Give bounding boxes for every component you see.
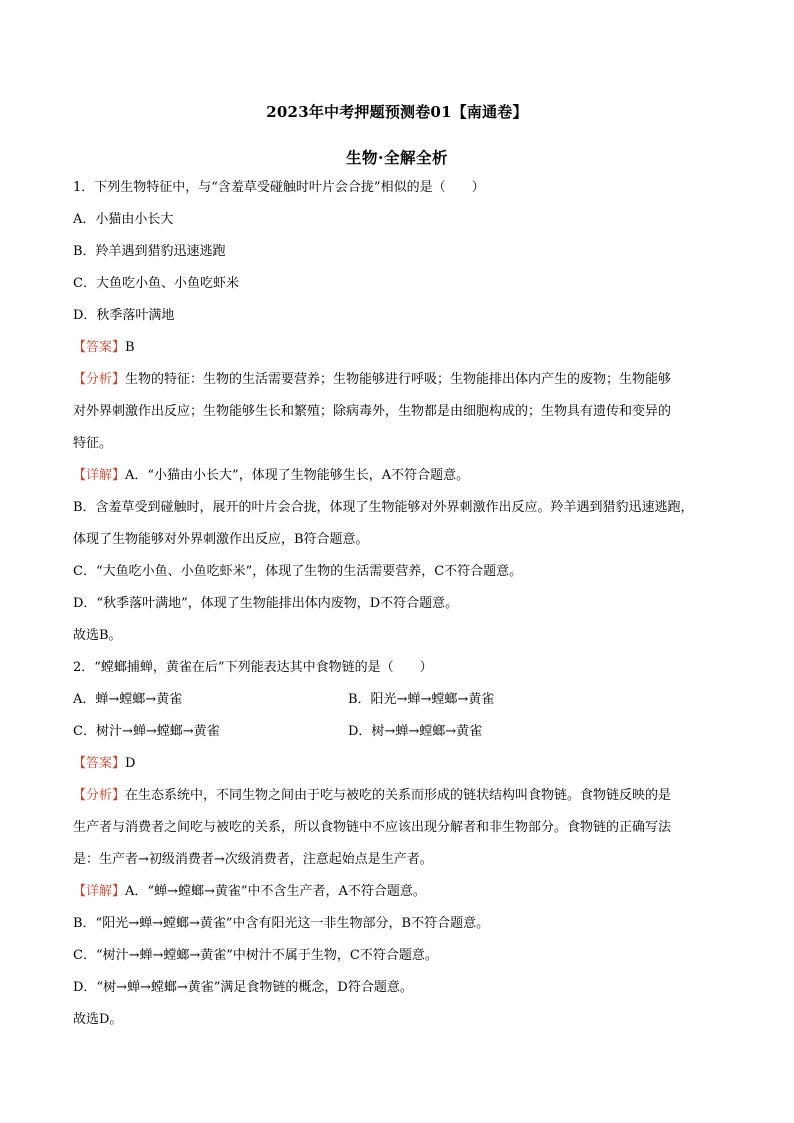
question-2-options-row-2 bbox=[73, 716, 723, 748]
question-1-answer bbox=[73, 332, 723, 364]
analysis-tag: 【分析】 bbox=[73, 372, 126, 387]
page-subtitle: 生物·全解全析 bbox=[346, 148, 448, 167]
question-1-stem: 1．下列生物特征中，与“含羞草受碰触时叶片会合拢”相似的是（ ） bbox=[73, 180, 485, 195]
question-1-option-c: C．大鱼吃小鱼、小鱼吃虾米 bbox=[73, 276, 239, 291]
detail-tag: 【详解】 bbox=[73, 884, 126, 899]
question-2-options-row-1 bbox=[73, 684, 723, 716]
question-1-detail-line-4: C．“大鱼吃小鱼、小鱼吃虾米”，体现了生物的生活需要营养，C不符合题意。 bbox=[73, 564, 523, 579]
question-1-analysis-line-1 bbox=[73, 364, 723, 396]
question-2-detail-line-2: B．“阳光→蝉→螳螂→黄雀”中含有阳光这一非生物部分，B不符合题意。 bbox=[73, 916, 490, 931]
question-2-detail-line-4: D．“树→蝉→螳螂→黄雀”满足食物链的概念，D符合题意。 bbox=[73, 980, 413, 995]
question-1-option-d: D．秋季落叶满地 bbox=[73, 308, 175, 323]
detail-text: A．“小猫由小长大”，体现了生物能够生长，A不符合题意。 bbox=[125, 468, 470, 483]
question-2-detail-line-3: C．“树汁→蝉→螳螂→黄雀”中树汁不属于生物，C不符合题意。 bbox=[73, 948, 438, 963]
page-title: 2023年中考押题预测卷01【南通卷】 bbox=[266, 103, 528, 121]
question-2-option-a: A．蝉→螳螂→黄雀 bbox=[73, 692, 183, 707]
question-1-detail-line-1 bbox=[73, 460, 723, 492]
question-2-option-c: C．树汁→蝉→螳螂→黄雀 bbox=[73, 724, 220, 739]
question-1-detail-line-2: B．含羞草受到碰触时，展开的叶片会合拢，体现了生物能够对外界刺激作出反应。羚羊遇到猎豹迅速逃跑， bbox=[73, 500, 694, 515]
answer-value: B bbox=[125, 340, 135, 355]
question-2-analysis-line-1 bbox=[73, 780, 723, 812]
question-2-analysis-line-3: 是：生产者→初级消费者→次级消费者，注意起始点是生产者。 bbox=[73, 852, 433, 867]
analysis-tag: 【分析】 bbox=[73, 788, 126, 803]
question-1-option-a: A．小猫由小长大 bbox=[73, 212, 174, 227]
question-1-detail-line-5: D．“秋季落叶满地”，体现了生物能排出体内废物，D不符合题意。 bbox=[73, 596, 459, 611]
question-2-conclusion: 故选D。 bbox=[73, 1012, 123, 1027]
question-2-answer bbox=[73, 748, 723, 780]
question-1-option-b: B．羚羊遇到猎豹迅速逃跑 bbox=[73, 244, 226, 259]
answer-tag: 【答案】 bbox=[73, 340, 126, 355]
question-2-option-d: D．树→蝉→螳螂→黄雀 bbox=[348, 724, 483, 739]
answer-tag: 【答案】 bbox=[73, 756, 126, 771]
question-1-detail-line-3: 体现了生物能够对外界刺激作出反应，B符合题意。 bbox=[73, 532, 369, 547]
question-1-analysis-line-3: 特征。 bbox=[73, 436, 113, 451]
answer-value: D bbox=[125, 756, 136, 771]
document-body bbox=[73, 172, 723, 1036]
analysis-text: 在生态系统中，不同生物之间由于吃与被吃的关系而形成的链状结构叫食物链。食物链反映的是 bbox=[125, 788, 672, 803]
question-1-conclusion: 故选B。 bbox=[73, 628, 122, 643]
question-2-option-b: B．阳光→蝉→螳螂→黄雀 bbox=[348, 692, 495, 707]
analysis-text: 生物的特征：生物的生活需要营养；生物能够进行呼吸；生物能排出体内产生的废物；生物能够 bbox=[125, 372, 672, 387]
detail-text: A．“蝉→螳螂→黄雀”中不含生产者，A不符合题意。 bbox=[125, 884, 426, 899]
question-2-detail-line-1 bbox=[73, 876, 723, 908]
question-2-analysis-line-2: 生产者与消费者之间吃与被吃的关系，所以食物链中不应该出现分解者和非生物部分。食物链的正确写法 bbox=[73, 820, 672, 835]
detail-tag: 【详解】 bbox=[73, 468, 126, 483]
question-2-stem: 2．“螳螂捕蝉，黄雀在后”下列能表达其中食物链的是（ ） bbox=[73, 660, 433, 675]
question-1-analysis-line-2: 对外界刺激作出反应；生物能够生长和繁殖；除病毒外，生物都是由细胞构成的；生物具有遗传和变异的 bbox=[73, 404, 672, 419]
